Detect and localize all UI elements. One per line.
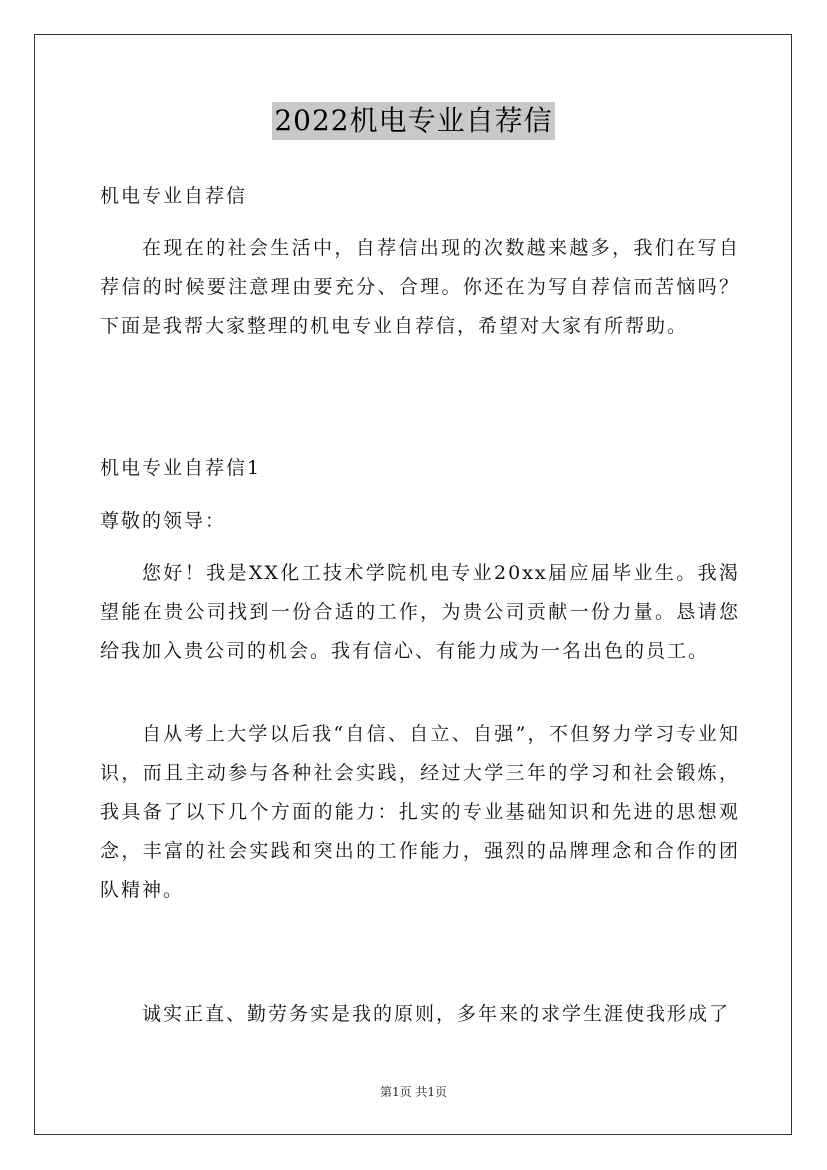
letter-heading: 机电专业自荐信1 [100, 457, 262, 479]
salutation: 尊敬的领导： [100, 510, 227, 532]
document-title: 2022机电专业自荐信 [272, 102, 554, 140]
section-heading: 机电专业自荐信 [100, 185, 248, 207]
page-footer: 第1页 共1页 [379, 1085, 448, 1099]
body-paragraph: 自从考上大学以后我“自信、自立、自强”，不但努力学习专业知识，而且主动参与各种社会实践，经过大学三年的学习和社会锻炼，我具备了以下几个方面的能力：扎实的专业基础知识和先进的思想观念，丰富的社会实践和突出的工作能力，强烈的品牌理念和合作的团队精神。 [100, 723, 740, 901]
title-container [0, 102, 827, 140]
body-paragraph: 诚实正直、勤劳务实是我的原则，多年来的求学生涯使我形成了 [142, 1003, 731, 1025]
intro-paragraph: 在现在的社会生活中，自荐信出现的次数越来越多，我们在写自荐信的时候要注意理由要充分、合理。你还在为写自荐信而苦恼吗？下面是我帮大家整理的机电专业自荐信，希望对大家有所帮助。 [100, 237, 740, 337]
body-paragraph: 您好！我是XX化工技术学院机电专业20xx届应届毕业生。我渴望能在贵公司找到一份合适的工作，为贵公司贡献一份力量。恳请您给我加入贵公司的机会。我有信心、有能力成为一名出色的员工。 [100, 562, 740, 662]
